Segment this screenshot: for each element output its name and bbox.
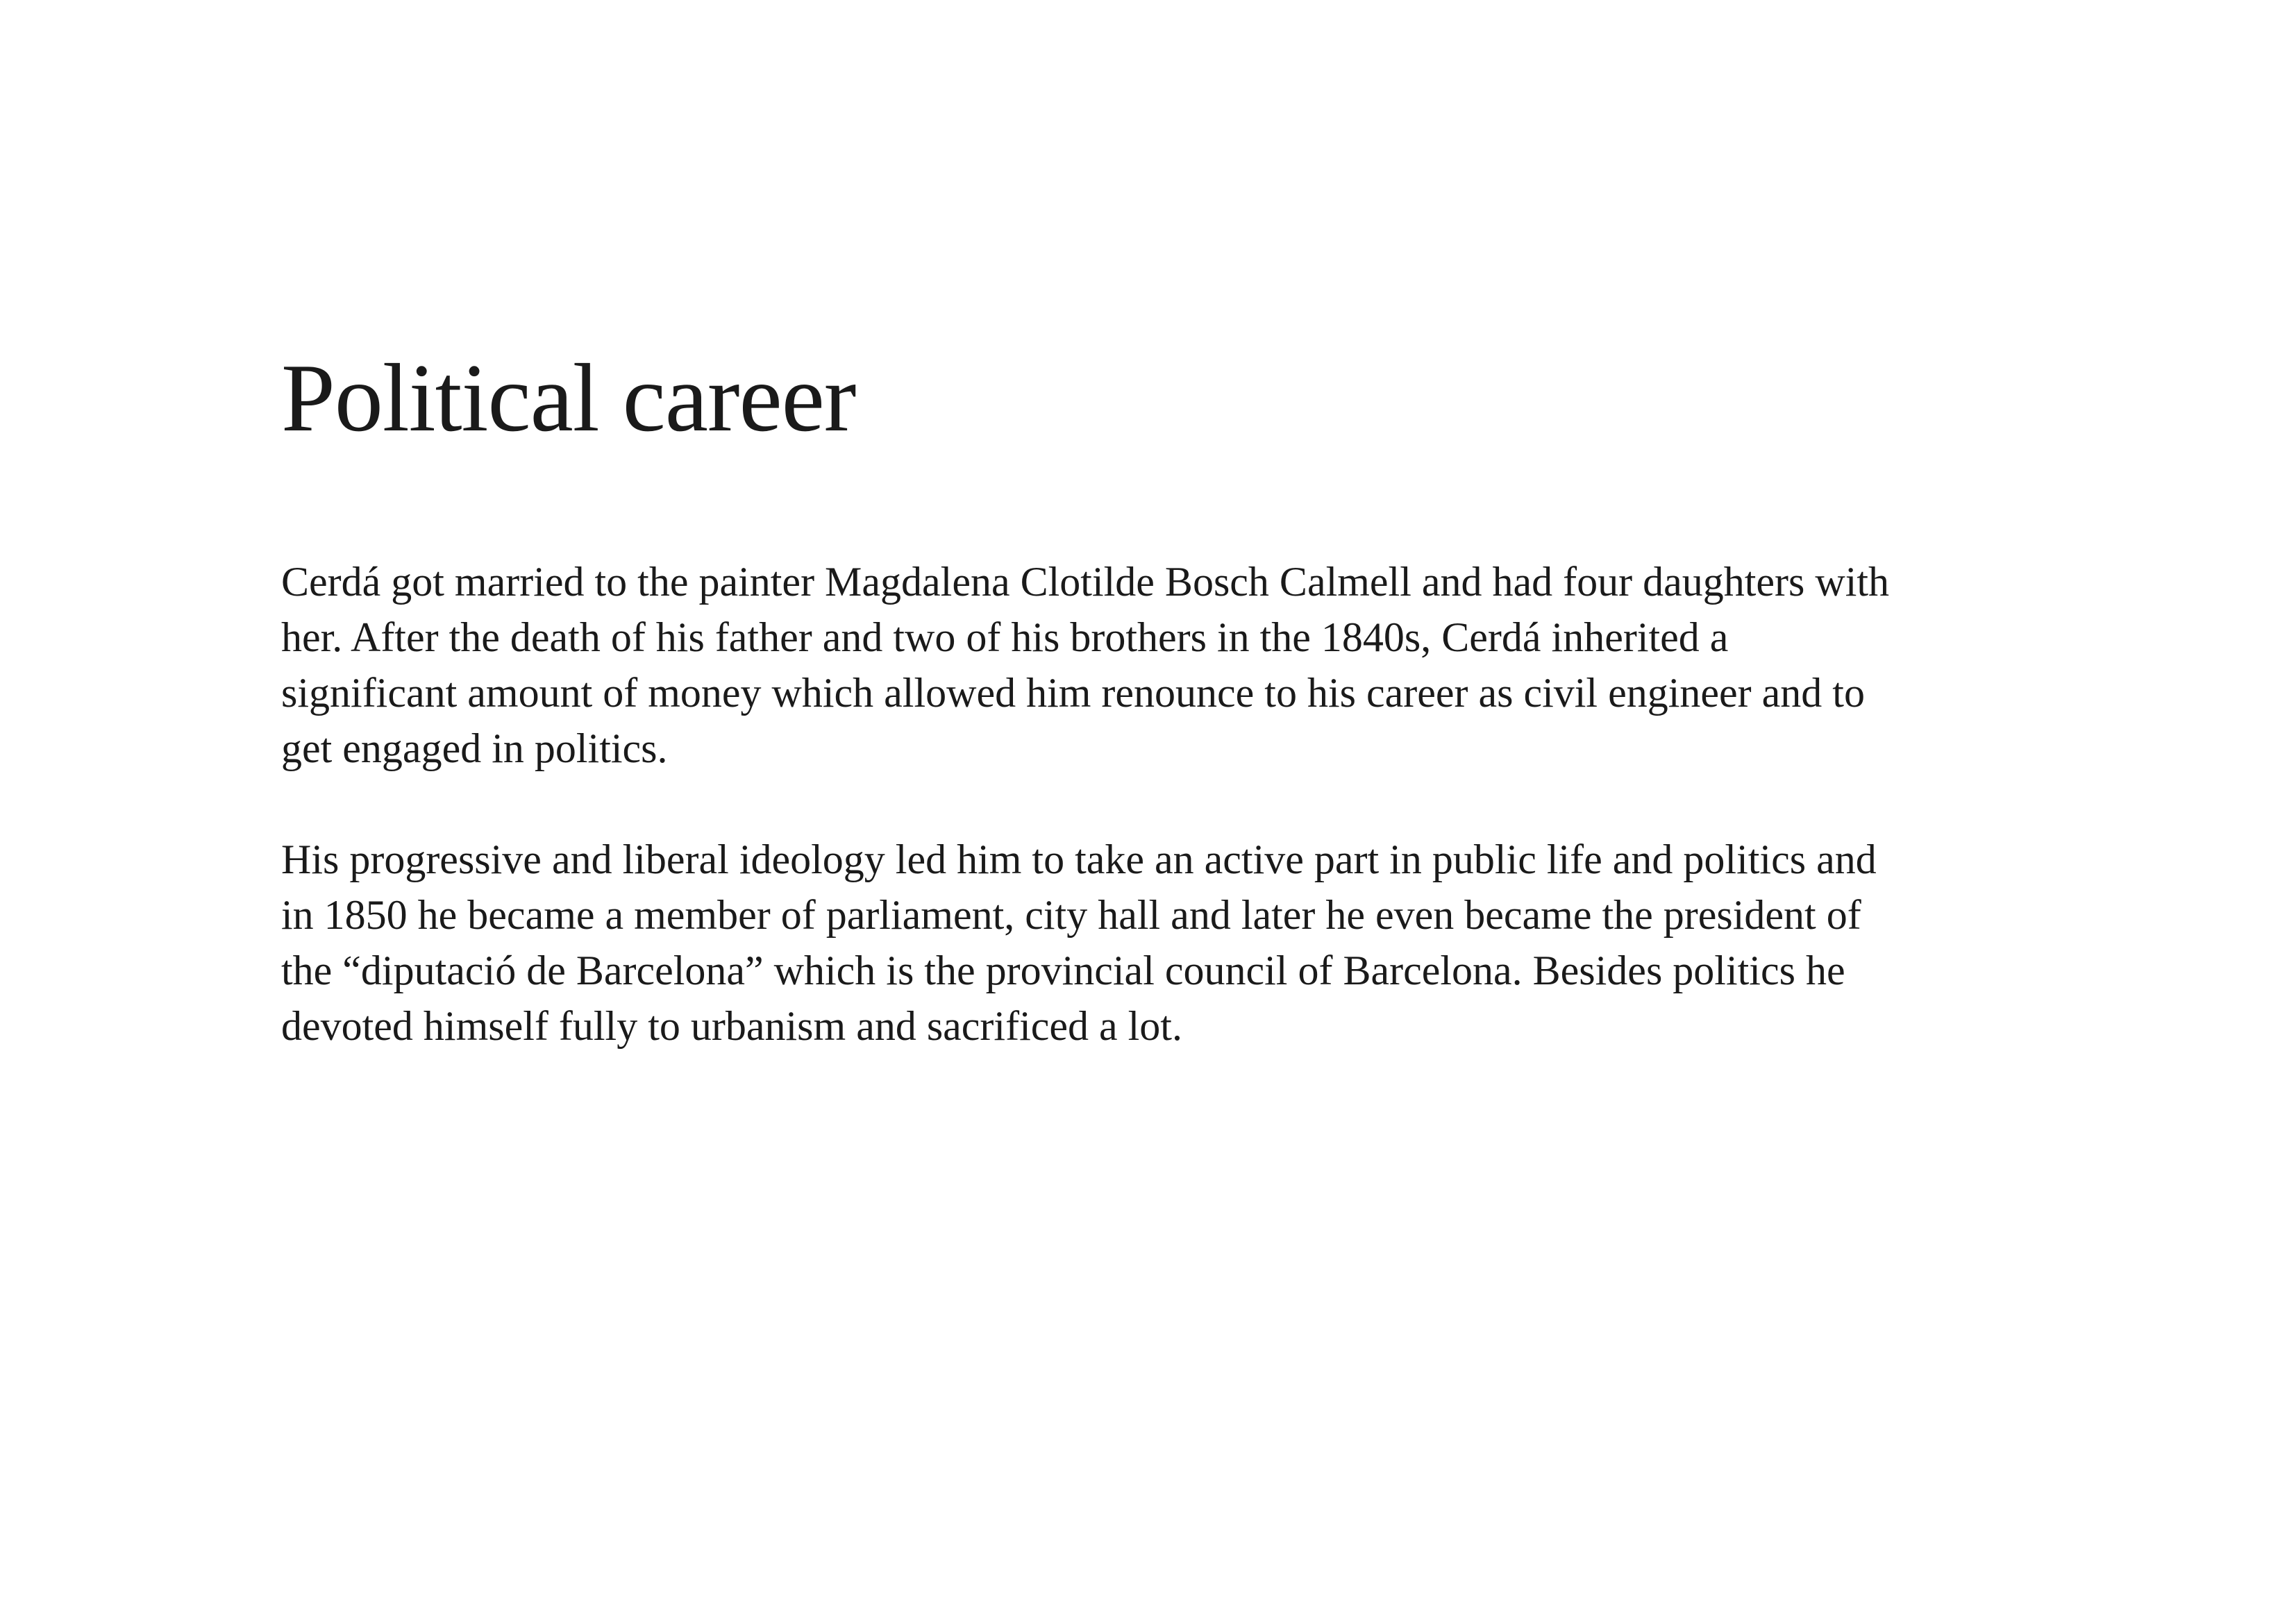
paragraph-political-ideology: His progressive and liberal ideology led him to take an active part in public life and politics and in 1850 he became a member of parliament, city hall and later he even became the president of the “diputació de Barcelona” which is the provincial council of Barcelona. Besides politics he devoted himself fully to urbanism and sacrificed a lot.: [281, 836, 1877, 1049]
body-text: [281, 554, 1906, 1054]
paragraph-marriage-inheritance: Cerdá got married to the painter Magdalena Clotilde Bosch Calmell and had four daughters with her. After the death of his father and two of his brothers in the 1840s, Cerdá inherited a significant amount of money which allowed him renounce to his career as civil engineer and to get engaged in politics.: [281, 559, 1890, 771]
page-content: [281, 340, 1906, 1054]
page-title: Political career: [281, 344, 856, 452]
